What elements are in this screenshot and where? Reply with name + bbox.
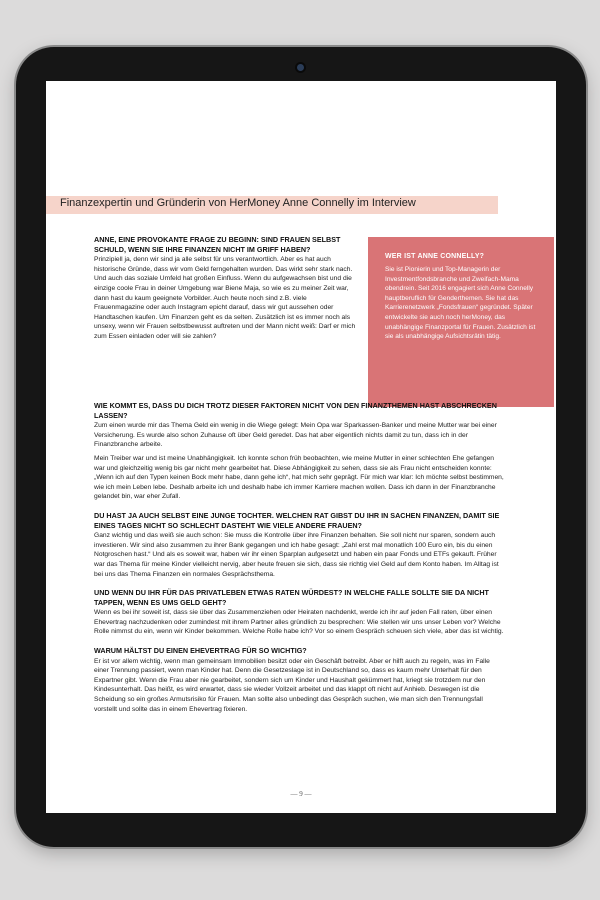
interview-question: ANNE, EINE PROVOKANTE FRAGE ZU BEGINN: SIND FRAUEN SELBST SCHULD, WENN SIE IHRE FINANZEN NICHT IM GRIFF HABEN?	[94, 235, 341, 254]
info-box-heading: WER IST ANNE CONNELLY?	[385, 253, 485, 260]
page-number: — 9 —	[290, 790, 312, 798]
interview-question: DU HAST JA AUCH SELBST EINE JUNGE TOCHTER. WELCHEN RAT GIBST DU IHR IN SACHEN FINANZEN, DAMIT SIE EINES TAGES NICHT SO SCHLECHT DASTEHT WIE VIELE ANDERE FRAUEN?	[94, 510, 500, 530]
article-column-top	[94, 235, 356, 351]
camera-icon	[297, 64, 304, 71]
interview-question: UND WENN DU IHR FÜR DAS PRIVATLEBEN ETWAS RATEN WÜRDEST? IN WELCHE FALLE SOLLTE SIE DA NICHT TAPPEN, WENN ES UMS GELD GEHT?	[94, 588, 489, 607]
interview-answer: Prinzipiell ja, denn wir sind ja alle selbst für uns verantwortlich. Aber es hat auch historische Gründe, dass wir vom Geld ferngehalten wurden. Das wirkt sehr stark nach. Und auch das soziale Umfeld hat großen Einfluss. Wenn du aufgewachsen bist und die einzige coole Frau in deiner Umgebung war Biene Maja, so wie es zu meiner Zeit war, dann hast du kaum geeignete Vorbilder. Auch heute noch sind z.B. viele Frauenmagazine oder auch Instagram epicht darauf, dass wir gut aussehen oder Handtaschen kaufen. Um Finanzen geht es da selten. Zusätzlich ist es immer noch als unsexy, wenn wir Frauen selbstbewusst auftreten und der Mann nicht weiß: Darf er mich zum Essen einladen oder will sie zahlen?	[94, 256, 356, 340]
info-box-text: Sie ist Pionierin und Top-Managerin der Investmentfondsbranche und Zweifach-Mama obendrein. Seit 2016 engagiert sich Anne Connelly hauptberuflich für Genderthemen. Sie hat das Karrierenetzwerk „Fondsfrauen“ gegründet. Später entwickelte sie auch noch herMoney, das unabhängige Finanzportal für Frauen. Zusätzlich ist sie als unabhängige Aufsichtsrätin tätig.	[385, 266, 536, 341]
interview-answer: Mein Treiber war und ist meine Unabhängigkeit. Ich konnte schon früh beobachten, wie meine Mutter in einer schlechten Ehe gefangen war und gleichzeitig wenig bis gar nicht mehr gearbeitet hat. Diese Abhängigkeit zu sehen, dass sie als Frau nicht entscheiden konnte: „Wenn ich auf den Typen keinen Bock mehr habe, dann gehe ich“, hat mich sehr geprägt. Für mich war klar: Ich möchte selbst bestimmen, wie ich mein Leben lebe. Deshalb arbeite ich und deshalb habe ich immer Karriere machen wollen. Dass ich dann in der Finanzbranche gelandet bin, war eher Zufall.	[94, 454, 504, 501]
page-title: Finanzexpertin und Gründerin von HerMoney Anne Connelly im Interview	[60, 197, 416, 209]
interview-question: WIE KOMMT ES, DASS DU DICH TROTZ DIESER FAKTOREN NICHT VON DEN FINANZTHEMEN HAST ABSCHRECKEN LASSEN?	[94, 401, 497, 420]
interview-answer: Er ist vor allem wichtig, wenn man gemeinsam Immobilien besitzt oder ein Geschäft betreibt. Aber er hilft auch zu regeln, was im Falle einer Trennung passiert, wenn man Kinder hat. Denn die Gesetzeslage ist in Deutschland so, dass es kaum mehr Unterhalt für den Expartner gibt. Wenn die Frau aber nie gearbeitet, sondern sich um Kinder und Haushalt gekümmert hat, kriegt sie trotzdem nur den Kindesunterhalt. Das heißt, es wird erwartet, dass sie wieder Vollzeit arbeitet und das klappt oft nicht auf Anhieb. Deswegen ist die Scheidung so ein großes Armutsrisiko für Frauen. Man sollte also unbedingt das Gespräch suchen, wie man sich den Trennungsfall vorstellt und sollte das in einem Ehevertrag fixieren.	[94, 657, 490, 713]
interview-answer: Wenn es bei ihr soweit ist, dass sie über das Zusammenziehen oder Heiraten nachdenkt, werde ich ihr auf jeden Fall raten, über einen Ehevertrag nachzudenken oder zumindest mit ihrem Partner alles gründlich zu besprechen: Wie stellen wir uns unser Leben vor? Welche Rolle nimmst du ein, wenn wir Kinder bekommen. Welche Rolle habe ich? Vor so einem Gespräch scheuen sich viele, aber das ist wichtig.	[94, 609, 504, 636]
tablet-frame	[16, 47, 586, 847]
interview-question: WARUM HÄLTST DU EINEN EHEVERTRAG FÜR SO WICHTIG?	[94, 646, 307, 656]
interview-answer: Zum einen wurde mir das Thema Geld ein wenig in die Wiege gelegt: Mein Opa war Sparkassen-Banker und meine Mutter war bei einer Versicherung. Es wurde also schon Zuhause oft über Geld geredet. Das hat aber eigentlich nichts damit zu tun, dass ich in der Finanzbranche arbeite.	[94, 422, 497, 449]
document-page[interactable]	[46, 81, 556, 813]
interview-answer: Ganz wichtig und das weiß sie auch schon: Sie muss die Kontrolle über ihre Finanzen behalten. Sie soll nicht nur sparen, sondern auch investieren. Wir sind also zusammen zu ihrer Bank gegangen und ich habe gesagt: „Zahl erst mal monatlich 100 Euro ein, bis du einen Notgroschen hast.“ Und als es soweit war, haben wir ihr einen Sparplan aufgesetzt und haben ein paar Fonds und ETFs gekauft. Früher war das Thema für meine Kinder vielleicht nervig, aber heute freuen sie sich, dass sie richtig viel Geld auf dem Konto haben. Im Alltag ist bei uns das Thema Finanzen ein normales Gesprächsthema.	[94, 532, 499, 578]
info-box	[368, 237, 554, 407]
article-column	[94, 401, 506, 723]
